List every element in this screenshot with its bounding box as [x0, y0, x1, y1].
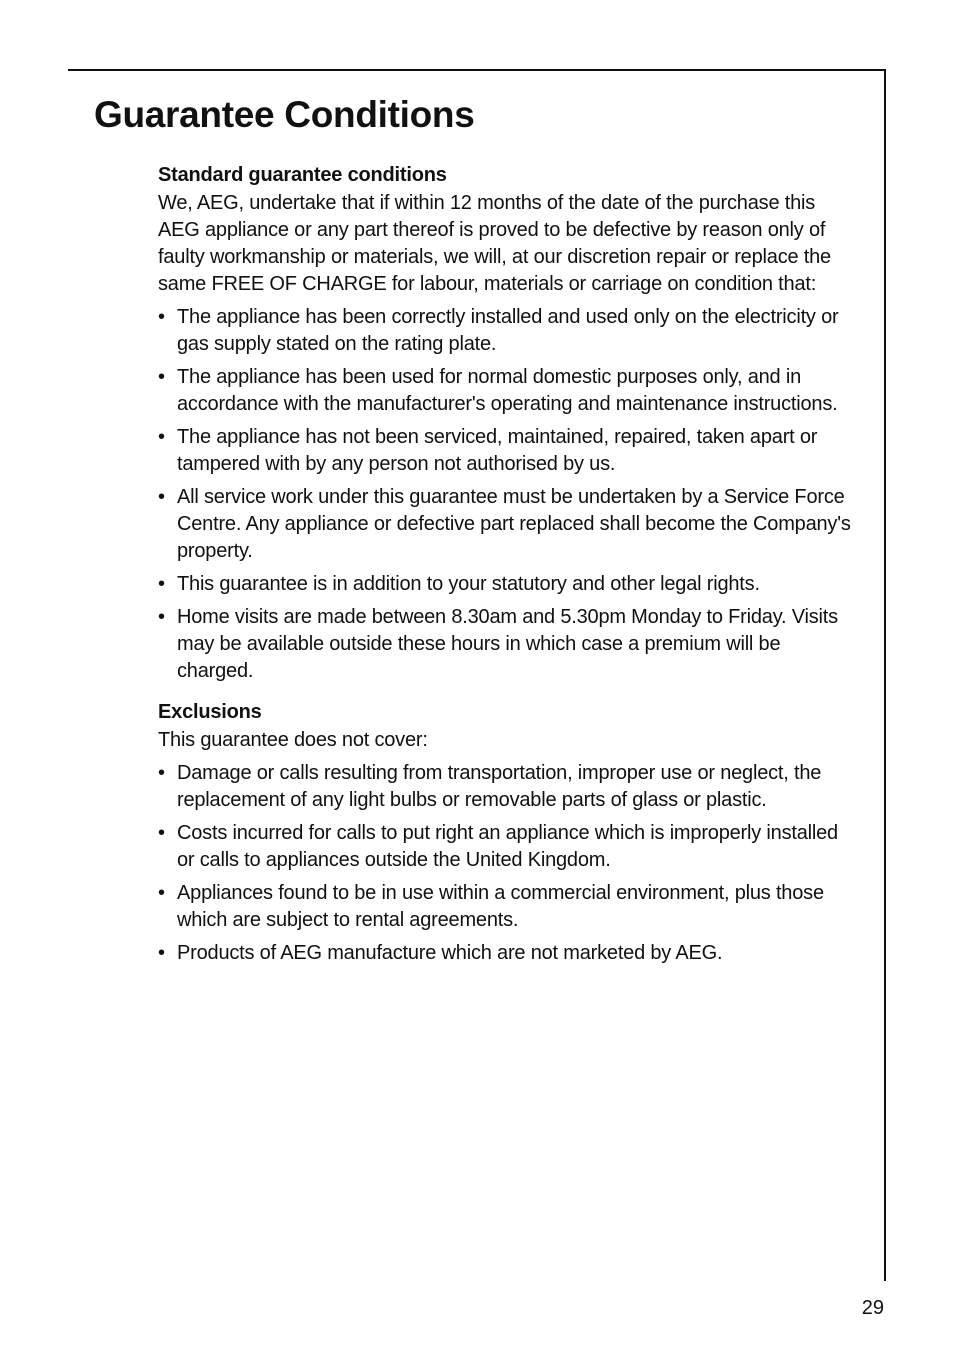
bullet-icon: •	[158, 573, 165, 595]
list-item	[158, 304, 858, 358]
list-item-text: Costs incurred for calls to put right an appliance which is improperly installed or calls to appliances outside the United Kingdom.	[177, 822, 838, 871]
page-number: 29	[861, 1297, 884, 1319]
top-rule	[68, 69, 886, 71]
list-item-text: Products of AEG manufacture which are not marketed by AEG.	[177, 942, 723, 964]
standard-conditions-heading: Standard guarantee conditions	[158, 164, 447, 186]
bullet-icon: •	[158, 882, 165, 904]
list-item	[158, 940, 858, 967]
list-item-text: Appliances found to be in use within a commercial environment, plus those which are subject to rental agreements.	[177, 882, 824, 931]
exclusions-intro: This guarantee does not cover:	[158, 729, 428, 751]
standard-conditions-section	[158, 160, 858, 685]
list-item	[158, 364, 858, 418]
bullet-icon: •	[158, 486, 165, 508]
list-item	[158, 484, 858, 565]
standard-conditions-intro: We, AEG, undertake that if within 12 months of the date of the purchase this AEG appliance or any part thereof is proved to be defective by reason only of faulty workmanship or materials, we will, at our discretion repair or replace the same FREE OF CHARGE for labour, materials or carriage on condition that:	[158, 192, 831, 295]
bullet-icon: •	[158, 366, 165, 388]
list-item-text: The appliance has not been serviced, maintained, repaired, taken apart or tampered with by any person not authorised by us.	[177, 426, 818, 475]
list-item-text: Damage or calls resulting from transportation, improper use or neglect, the replacement of any light bulbs or removable parts of glass or plastic.	[177, 762, 822, 811]
content	[158, 160, 858, 973]
list-item	[158, 760, 858, 814]
bullet-icon: •	[158, 426, 165, 448]
side-rule	[884, 69, 886, 1281]
exclusions-list	[158, 760, 858, 967]
list-item-text: All service work under this guarantee must be undertaken by a Service Force Centre. Any appliance or defective part replaced shall become the Company's property.	[177, 486, 851, 562]
list-item	[158, 571, 858, 598]
list-item	[158, 604, 858, 685]
bullet-icon: •	[158, 306, 165, 328]
standard-conditions-list	[158, 304, 858, 685]
bullet-icon: •	[158, 606, 165, 628]
list-item-text: This guarantee is in addition to your statutory and other legal rights.	[177, 573, 760, 595]
list-item	[158, 424, 858, 478]
list-item-text: The appliance has been correctly installed and used only on the electricity or gas supply stated on the rating plate.	[177, 306, 839, 355]
list-item	[158, 820, 858, 874]
page-title: Guarantee Conditions	[94, 94, 475, 135]
bullet-icon: •	[158, 822, 165, 844]
exclusions-section	[158, 697, 858, 967]
bullet-icon: •	[158, 762, 165, 784]
list-item-text: The appliance has been used for normal domestic purposes only, and in accordance with the manufacturer's operating and maintenance instructions.	[177, 366, 838, 415]
bullet-icon: •	[158, 942, 165, 964]
list-item-text: Home visits are made between 8.30am and 5.30pm Monday to Friday. Visits may be available outside these hours in which case a premium will be charged.	[177, 606, 838, 682]
list-item	[158, 880, 858, 934]
exclusions-heading: Exclusions	[158, 701, 262, 723]
